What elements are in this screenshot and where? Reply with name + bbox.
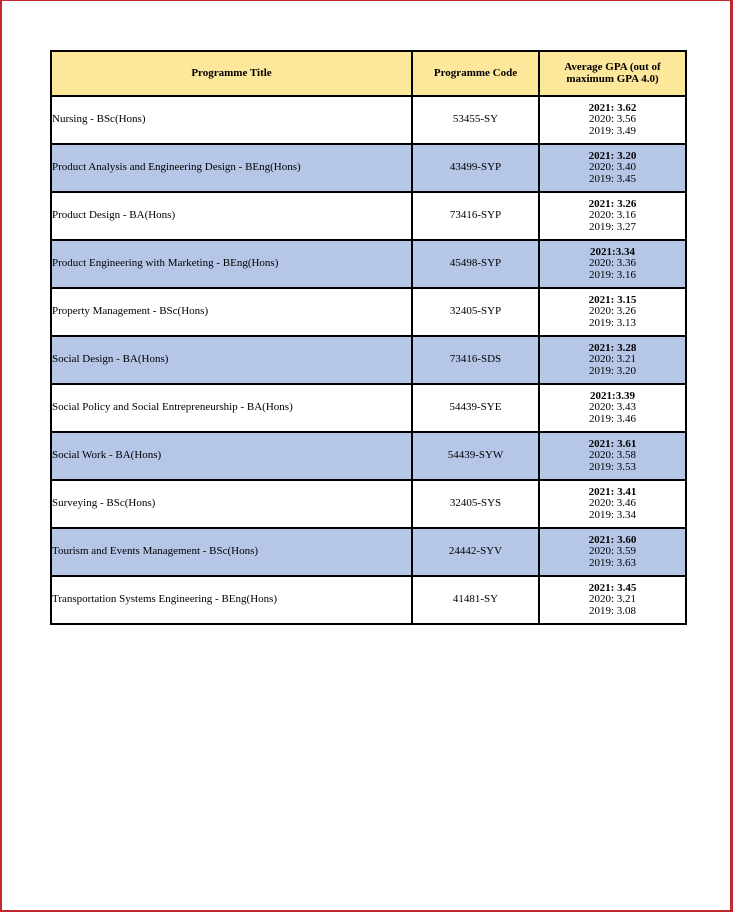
- table-row: [51, 528, 686, 576]
- gpa-2020: 2020: 3.21: [588, 353, 637, 366]
- programme-code-cell: 32405-SYP: [412, 288, 539, 336]
- programme-title-cell: Property Management - BSc(Hons): [51, 288, 412, 336]
- gpa-2021: 2021: 3.28: [588, 341, 637, 354]
- header-programme-code: Programme Code: [412, 51, 539, 96]
- programme-title-cell: Social Policy and Social Entrepreneurship - BA(Hons): [51, 384, 412, 432]
- programme-title-cell: Nursing - BSc(Hons): [51, 96, 412, 144]
- programme-code-cell: 73416-SDS: [412, 336, 539, 384]
- table-row: [51, 192, 686, 240]
- gpa-2021: 2021: 3.60: [588, 533, 637, 546]
- gpa-2019: 2019: 3.34: [588, 508, 637, 521]
- gpa-2019: 2019: 3.46: [588, 412, 637, 425]
- programme-title-cell: Tourism and Events Management - BSc(Hons): [51, 528, 412, 576]
- gpa-cell: [539, 336, 686, 384]
- gpa-2021: 2021:3.39: [590, 389, 635, 402]
- gpa-cell: [539, 192, 686, 240]
- programme-code-cell: 43499-SYP: [412, 144, 539, 192]
- table-row: [51, 336, 686, 384]
- programme-title-cell: Surveying - BSc(Hons): [51, 480, 412, 528]
- gpa-2020: 2020: 3.43: [588, 401, 637, 414]
- gpa-2019: 2019: 3.16: [588, 268, 637, 281]
- programme-title-cell: Transportation Systems Engineering - BEng(Hons): [51, 576, 412, 624]
- table-row: [51, 384, 686, 432]
- gpa-cell: [539, 288, 686, 336]
- table-row: [51, 480, 686, 528]
- gpa-2020: 2020: 3.58: [588, 449, 637, 462]
- gpa-cell: [539, 528, 686, 576]
- gpa-cell: [539, 240, 686, 288]
- gpa-2020: 2020: 3.59: [588, 545, 637, 558]
- table-row: [51, 288, 686, 336]
- gpa-2021: 2021: 3.62: [588, 101, 637, 114]
- table-body: [51, 96, 686, 624]
- gpa-cell: [539, 384, 686, 432]
- gpa-2020: 2020: 3.26: [588, 305, 637, 318]
- programme-title-cell: Product Analysis and Engineering Design - BEng(Hons): [51, 144, 412, 192]
- gpa-2021: 2021: 3.61: [588, 437, 637, 450]
- programme-title-cell: Product Design - BA(Hons): [51, 192, 412, 240]
- programme-code-cell: 41481-SY: [412, 576, 539, 624]
- gpa-2021: 2021: 3.20: [588, 149, 637, 162]
- gpa-2021: 2021: 3.45: [588, 581, 637, 594]
- header-average-gpa: Average GPA (out of maximum GPA 4.0): [539, 51, 686, 96]
- gpa-2020: 2020: 3.36: [588, 257, 637, 270]
- gpa-2019: 2019: 3.45: [588, 172, 637, 185]
- programme-code-cell: 53455-SY: [412, 96, 539, 144]
- programme-code-cell: 45498-SYP: [412, 240, 539, 288]
- table-header-row: [51, 51, 686, 96]
- gpa-2020: 2020: 3.21: [588, 593, 637, 606]
- gpa-2019: 2019: 3.63: [588, 556, 637, 569]
- gpa-2019: 2019: 3.08: [588, 604, 637, 617]
- programme-code-cell: 54439-SYE: [412, 384, 539, 432]
- table-row: [51, 432, 686, 480]
- programme-code-cell: 73416-SYP: [412, 192, 539, 240]
- gpa-cell: [539, 144, 686, 192]
- gpa-cell: [539, 96, 686, 144]
- programme-title-cell: Product Engineering with Marketing - BEng(Hons): [51, 240, 412, 288]
- gpa-2019: 2019: 3.20: [588, 364, 637, 377]
- gpa-cell: [539, 480, 686, 528]
- gpa-2020: 2020: 3.40: [588, 161, 637, 174]
- gpa-2019: 2019: 3.49: [588, 124, 637, 137]
- header-programme-title: Programme Title: [51, 51, 412, 96]
- gpa-cell: [539, 576, 686, 624]
- gpa-2019: 2019: 3.27: [588, 220, 637, 233]
- programme-title-cell: Social Design - BA(Hons): [51, 336, 412, 384]
- table-row: [51, 96, 686, 144]
- gpa-2021: 2021: 3.15: [588, 293, 637, 306]
- programme-code-cell: 32405-SYS: [412, 480, 539, 528]
- table-row: [51, 144, 686, 192]
- gpa-2021: 2021: 3.41: [588, 485, 637, 498]
- programme-title-cell: Social Work - BA(Hons): [51, 432, 412, 480]
- gpa-2021: 2021: 3.26: [588, 197, 637, 210]
- table-row: [51, 576, 686, 624]
- table-row: [51, 240, 686, 288]
- gpa-2020: 2020: 3.46: [588, 497, 637, 510]
- gpa-table: [50, 50, 687, 625]
- programme-code-cell: 54439-SYW: [412, 432, 539, 480]
- programme-code-cell: 24442-SYV: [412, 528, 539, 576]
- gpa-2019: 2019: 3.13: [588, 316, 637, 329]
- gpa-2020: 2020: 3.56: [588, 113, 637, 126]
- gpa-cell: [539, 432, 686, 480]
- gpa-2019: 2019: 3.53: [588, 460, 637, 473]
- gpa-2021: 2021:3.34: [590, 245, 635, 258]
- gpa-2020: 2020: 3.16: [588, 209, 637, 222]
